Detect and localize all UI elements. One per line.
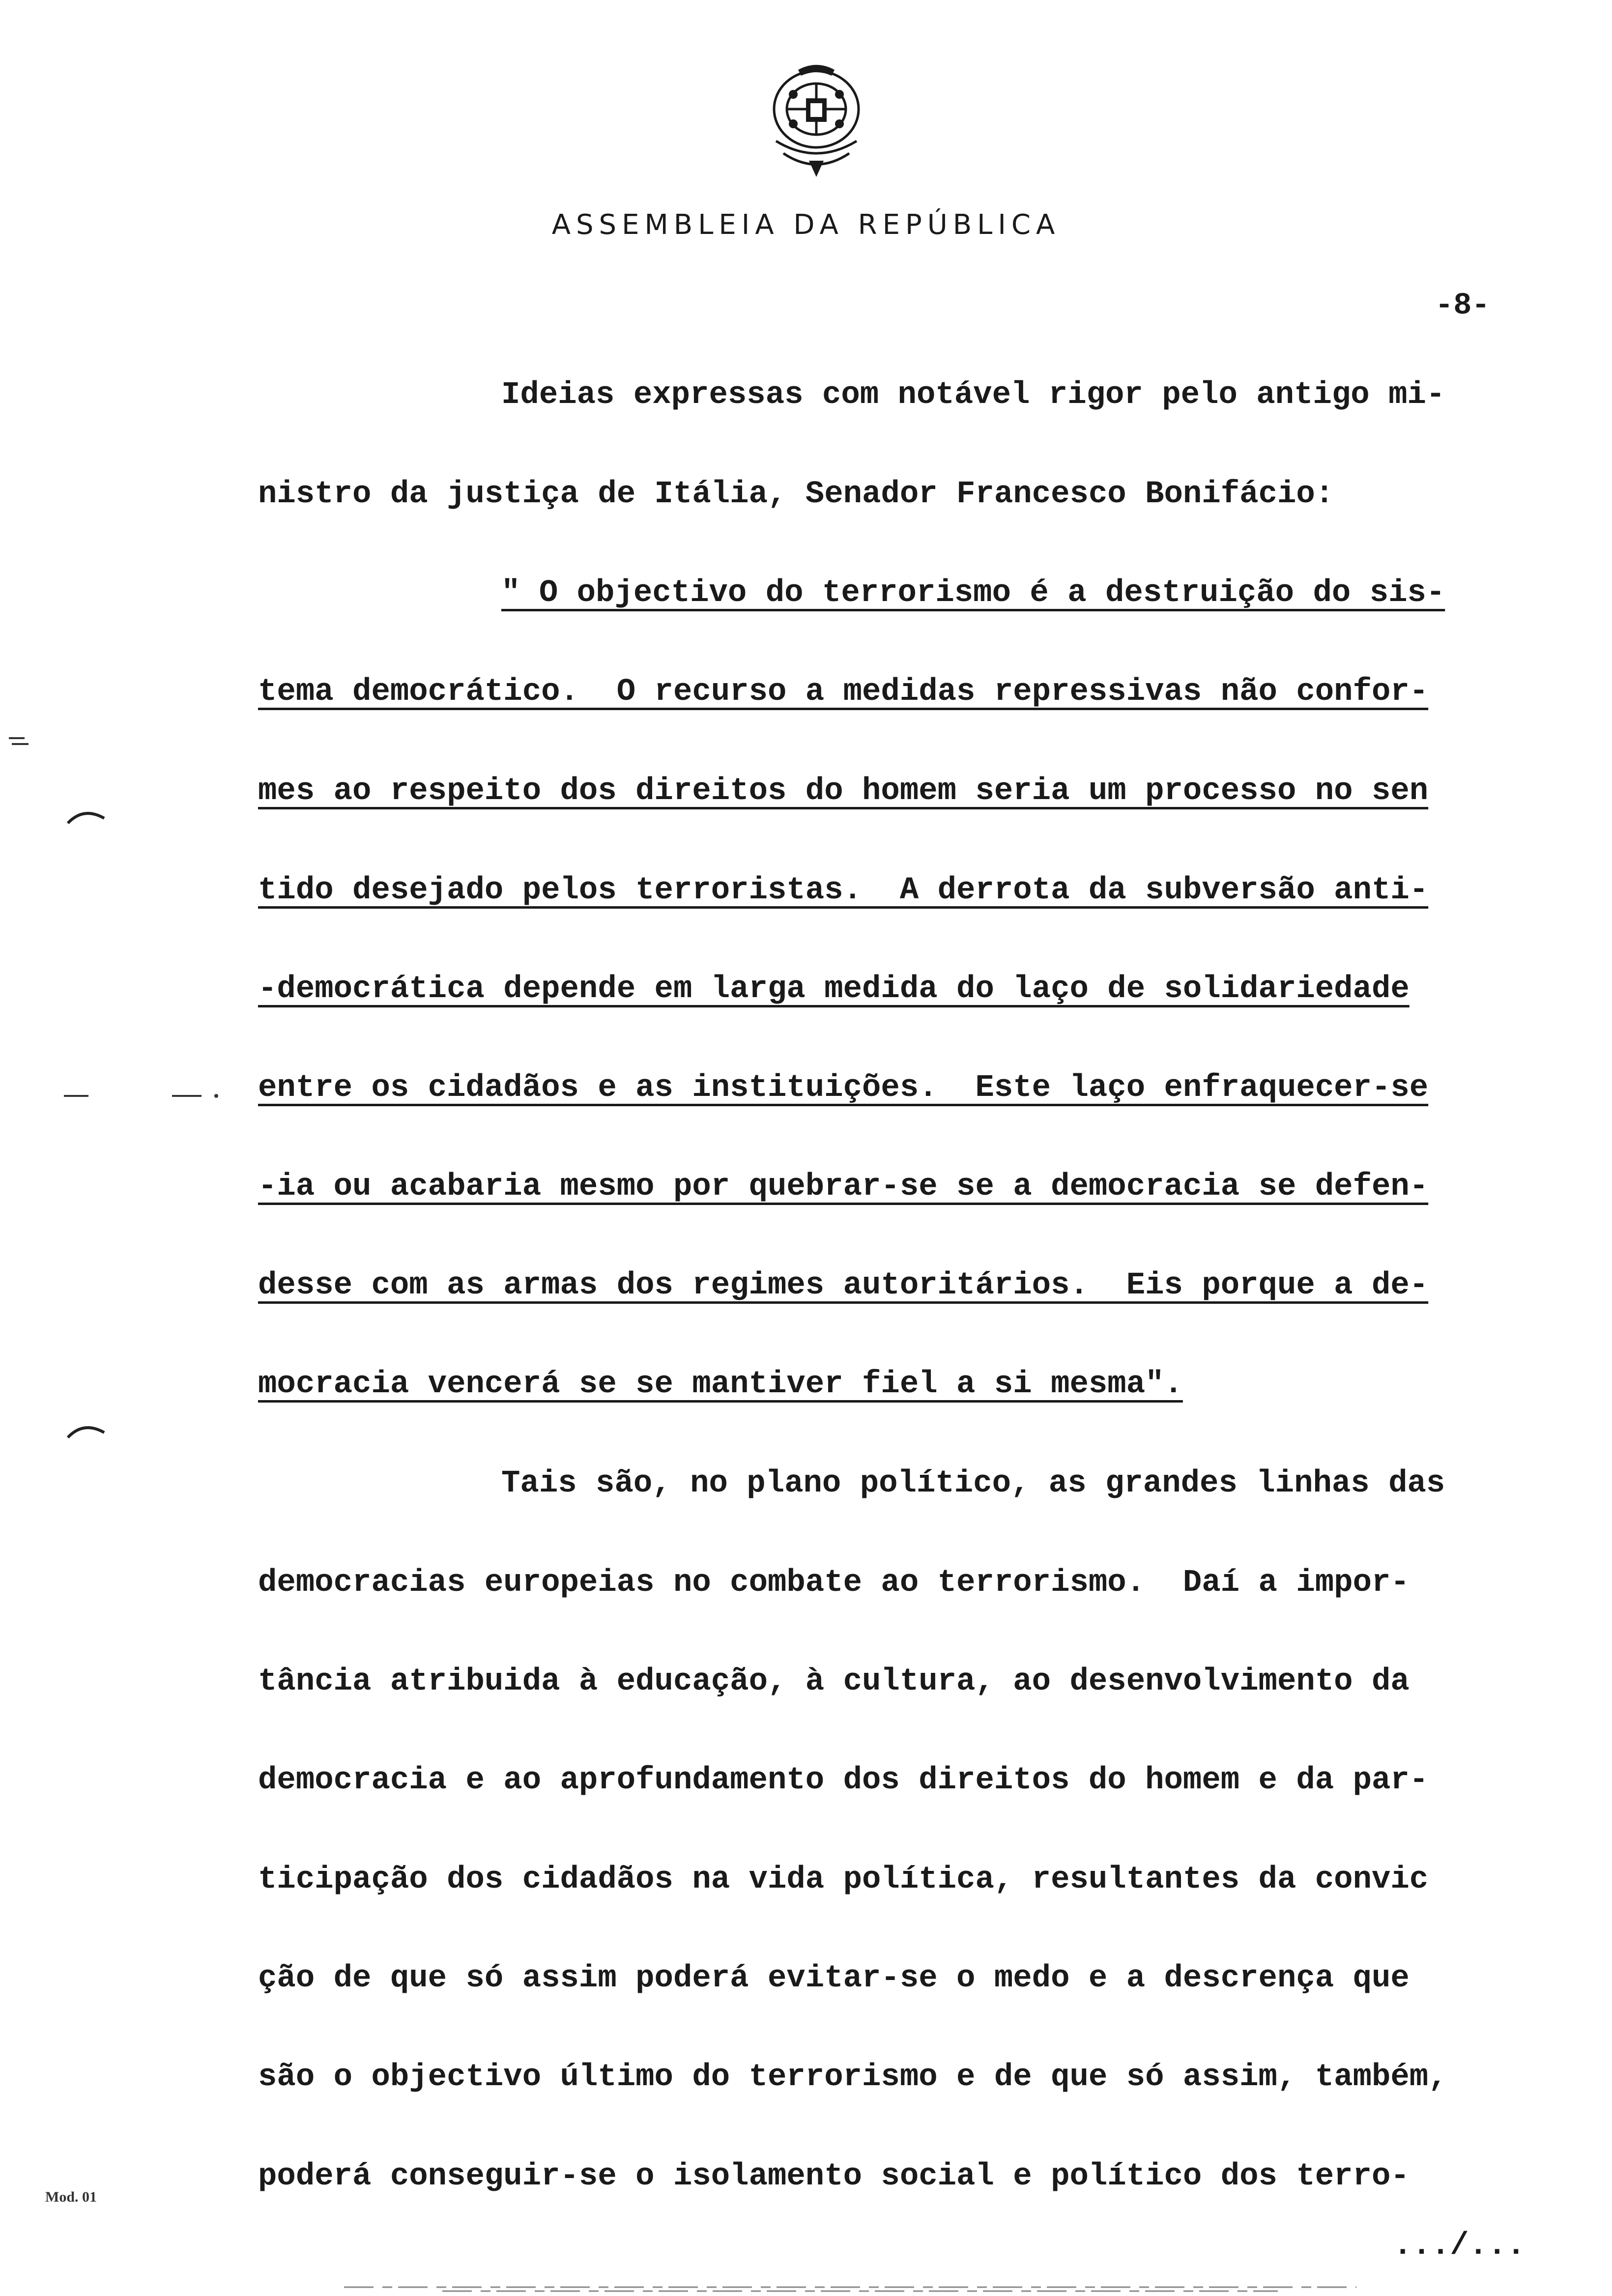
quote-line: mes ao respeito dos direitos do homem seria um processo no sen (258, 774, 1429, 809)
form-code: Mod. 01 (45, 2189, 97, 2205)
quote-line: -democrática depende em larga medida do laço de solidariedade (258, 972, 1410, 1007)
coat-of-arms-icon (764, 60, 869, 180)
body-line: democracias europeias no combate ao terrorismo. Daí a impor- (258, 1565, 1410, 1601)
body-line: democracia e ao aprofundamento dos direitos do homem e da par- (258, 1763, 1429, 1798)
institution-heading: ASSEMBLEIA DA REPÚBLICA (551, 209, 1061, 241)
body-line: Tais são, no plano político, as grandes linhas das (501, 1466, 1445, 1501)
continuation-mark: .../... (1393, 2228, 1526, 2264)
scan-mark (54, 1086, 221, 1106)
quote-line: entre os cidadãos e as instituições. Este laço enfraquecer-se (258, 1070, 1429, 1106)
quote-line: mocracia vencerá se se mantiver fiel a si mesma". (258, 1367, 1183, 1402)
page-number: -8- (1435, 288, 1490, 323)
quote-line: " O objectivo do terrorismo é a destruição do sis- (501, 575, 1445, 611)
quote-line: tido desejado pelos terroristas. A derrota da subversão anti- (258, 873, 1429, 908)
margin-arc-mark (64, 1418, 108, 1442)
body-line: Ideias expressas com notável rigor pelo antigo mi- (501, 377, 1445, 413)
quote-line: -ia ou acabaria mesmo por quebrar-se se a democracia se defen- (258, 1169, 1429, 1205)
body-line: nistro da justiça de Itália, Senador Francesco Bonifácio: (258, 477, 1334, 512)
body-line: poderá conseguir-se o isolamento social e político dos terro- (258, 2159, 1410, 2194)
body-line: tância atribuida à educação, à cultura, ao desenvolvimento da (258, 1664, 1410, 1699)
margin-arc-mark (64, 804, 108, 828)
scan-edge (0, 2280, 1612, 2296)
body-line: ticipação dos cidadãos na vida política, resultantes da convic (258, 1862, 1429, 1897)
quote-line: desse com as armas dos regimes autoritários. Eis porque a de- (258, 1268, 1429, 1303)
body-line: são o objectivo último do terrorismo e de que só assim, também, (258, 2060, 1447, 2095)
quote-line: tema democrático. O recurso a medidas repressivas não confor- (258, 674, 1429, 710)
scan-mark (5, 732, 34, 752)
body-line: ção de que só assim poderá evitar-se o medo e a descrença que (258, 1961, 1410, 1996)
